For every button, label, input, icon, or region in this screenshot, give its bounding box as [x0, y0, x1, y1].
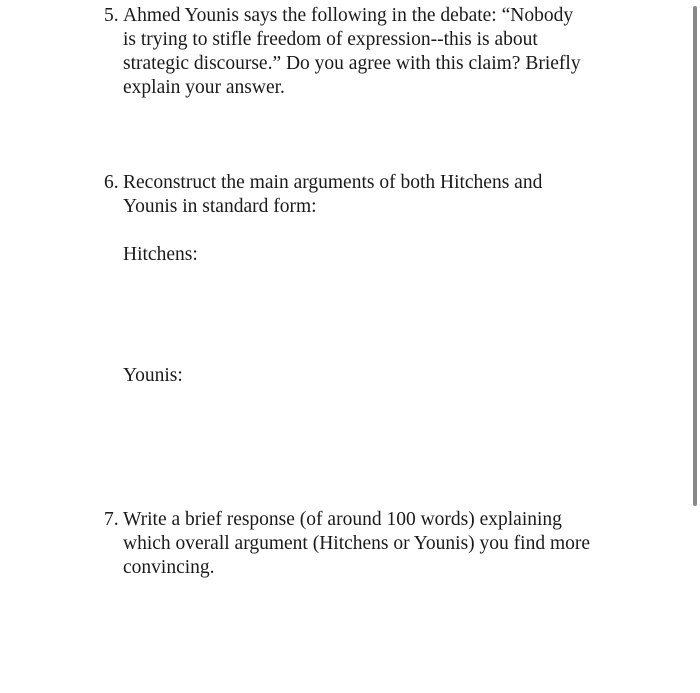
question-6 [104, 171, 644, 219]
question-7 [104, 508, 644, 580]
question-number: 6. [104, 172, 119, 193]
question-number: 5. [104, 5, 119, 26]
question-line: Younis in standard form: [123, 196, 317, 217]
question-line: Ahmed Younis says the following in the debate: “Nobody [123, 5, 574, 26]
hitchens-label: Hitchens: [123, 244, 198, 265]
question-line: strategic discourse.” Do you agree with this claim? Briefly [123, 53, 581, 74]
question-line: convincing. [123, 557, 215, 578]
question-line: Reconstruct the main arguments of both Hitchens and [123, 172, 543, 193]
question-text [123, 4, 644, 100]
question-line: explain your answer. [123, 77, 285, 98]
question-line: Write a brief response (of around 100 words) explaining [123, 509, 562, 530]
vertical-scrollbar[interactable] [692, 0, 700, 693]
question-line: is trying to stifle freedom of expression--this is about [123, 29, 538, 50]
question-text [123, 171, 644, 219]
question-text [123, 508, 644, 580]
younis-label: Younis: [123, 365, 183, 386]
question-number: 7. [104, 509, 119, 530]
question-5 [104, 4, 644, 100]
question-line: which overall argument (Hitchens or Younis) you find more [123, 533, 591, 554]
scrollbar-thumb[interactable] [693, 6, 697, 506]
